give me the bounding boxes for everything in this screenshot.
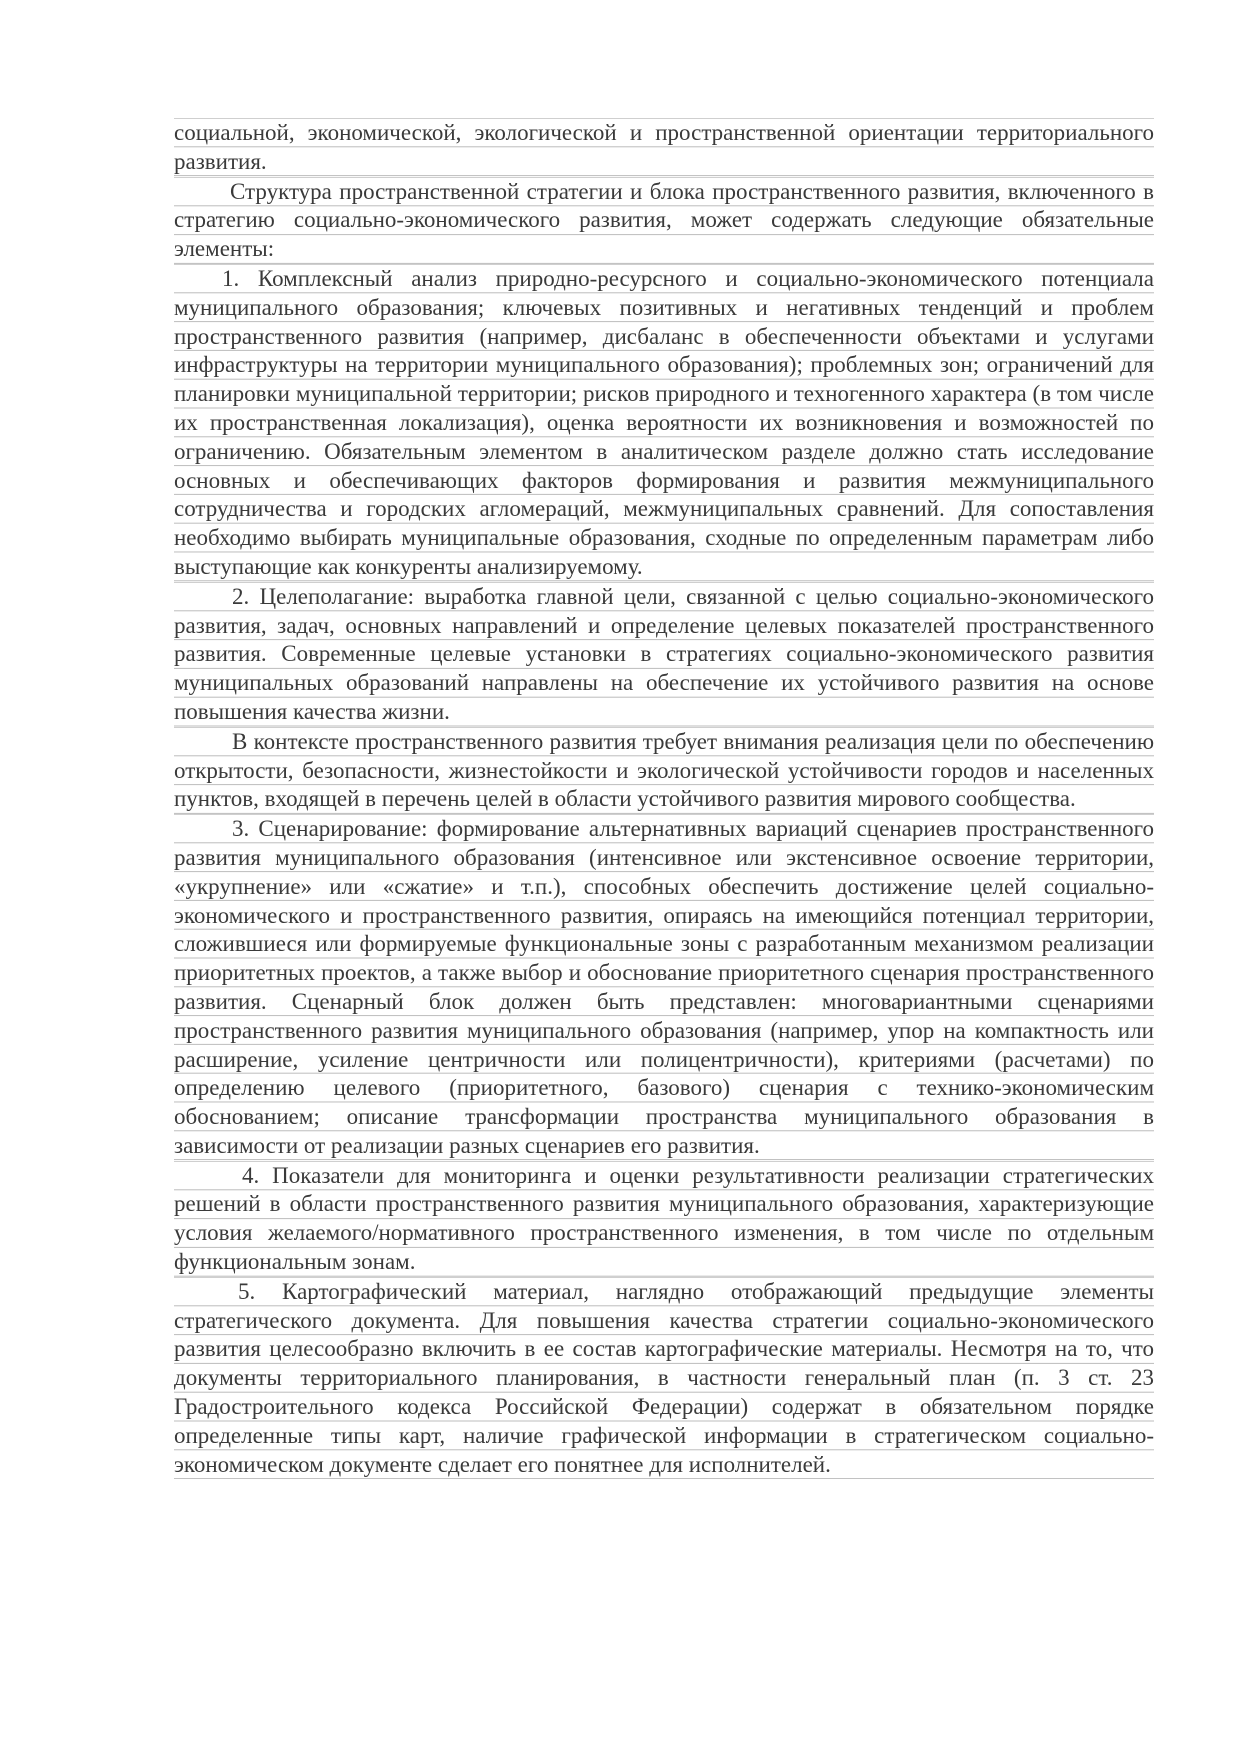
paragraph-item-1-analysis: 1. Комплексный анализ природно-ресурсного и социально-экономического потенциала муниципального образования; ключевых позитивных и негативных тенденций и проблем пространственного развития (например, дисбаланс в обеспеченности объектами и услугами инфраструктуры на территории муниципального образования); проблемных зон; ограничений для планировки муниципальной территории; рисков природного и техногенного характера (в том числе их пространственная локализация), оценка вероятности их возникновения и возможностей по ограничению. Обязательным элементом в аналитическом разделе должно стать исследование основных и обеспечивающих факторов формирования и развития межмуниципального сотрудничества и городских агломераций, межмуниципальных сравнений. Для сопоставления необходимо выбирать муниципальные образования, сходные по определенным параметрам либо выступающие как конкуренты анализируемому. bbox=[174, 264, 1154, 582]
paragraph-item-5-cartography: 5. Картографический материал, наглядно отображающий предыдущие элементы стратегического документа. Для повышения качества стратегии социально-экономического развития целесообразно включить в ее состав картографические материалы. Несмотря на то, что документы территориального планирования, в частности генеральный план (п. 3 ст. 23 Градостроительного кодекса Российской Федерации) содержат в обязательном порядке определенные типы карт, наличие графической информации в стратегическом социально-экономическом документе сделает его понятнее для исполнителей. bbox=[174, 1277, 1154, 1480]
paragraph-intro-continuation: социальной, экономической, экологической и пространственной ориентации территориального развития. bbox=[174, 118, 1154, 177]
paragraph-item-2-goal-setting: 2. Целеполагание: выработка главной цели, связанной с целью социально-экономического развития, задач, основных направлений и определение целевых показателей пространственного развития. Современные целевые установки в стратегиях социально-экономического развития муниципальных образований направлены на обеспечение их устойчивого развития на основе повышения качества жизни. bbox=[174, 582, 1154, 727]
paragraph-spatial-context: В контексте пространственного развития требует внимания реализация цели по обеспечению открытости, безопасности, жизнестойкости и экологической устойчивости городов и населенных пунктов, входящей в перечень целей в области устойчивого развития мирового сообщества. bbox=[174, 727, 1154, 814]
document-page bbox=[174, 118, 1154, 1479]
paragraph-item-4-indicators: 4. Показатели для мониторинга и оценки результативности реализации стратегических решений в области пространственного развития муниципального образования, характеризующие условия желаемого/нормативного пространственного изменения, в том числе по отдельным функциональным зонам. bbox=[174, 1161, 1154, 1277]
paragraph-item-3-scenarios: 3. Сценарирование: формирование альтернативных вариаций сценариев пространственного развития муниципального образования (интенсивное или экстенсивное освоение территории, «укрупнение» или «сжатие» и т.п.), способных обеспечить достижение целей социально-экономического и пространственного развития, опираясь на имеющийся потенциал территории, сложившиеся или формируемые функциональные зоны с разработанным механизмом реализации приоритетных проектов, а также выбор и обоснование приоритетного сценария пространственного развития. Сценарный блок должен быть представлен: многовариантными сценариями пространственного развития муниципального образования (например, упор на компактность или расширение, усиление центричности или полицентричности), критериями (расчетами) по определению целевого (приоритетного, базового) сценария с технико-экономическим обоснованием; описание трансформации пространства муниципального образования в зависимости от реализации разных сценариев его развития. bbox=[174, 814, 1154, 1161]
paragraph-structure-intro: Структура пространственной стратегии и блока пространственного развития, включенного в стратегию социально-экономического развития, может содержать следующие обязательные элементы: bbox=[174, 177, 1154, 264]
